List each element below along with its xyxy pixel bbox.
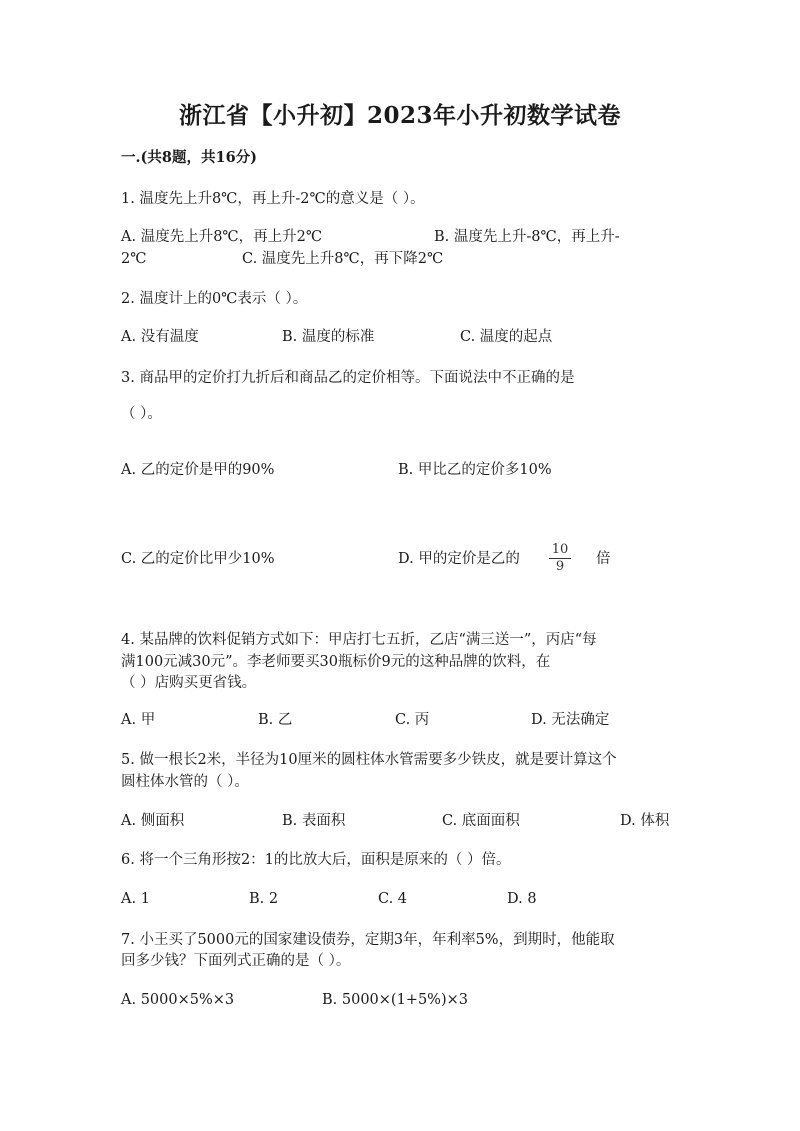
- q1-option-a: A. 温度先上升8℃，再上升2℃: [121, 229, 323, 245]
- q5-stem-line2: 圆柱体水管的（ ）。: [121, 774, 249, 790]
- q2-option-b: B. 温度的标准: [282, 329, 375, 345]
- q4-stem-line2: 满100元减30元”。李老师要买30瓶标价9元的这种品牌的饮料，在: [121, 654, 551, 670]
- q6-option-d: D. 8: [507, 891, 537, 907]
- q1-option-b: B. 温度先上升-8℃，再上升-: [434, 229, 620, 245]
- q5-option-c: C. 底面面积: [442, 813, 520, 829]
- q3-option-d-fraction: [549, 543, 571, 574]
- q6-option-b: B. 2: [249, 891, 279, 907]
- q1-stem: 1. 温度先上升8℃，再上升-2℃的意义是（ ）。: [121, 191, 425, 207]
- q4-option-b: B. 乙: [258, 712, 293, 728]
- q5-option-a: A. 侧面积: [121, 813, 185, 829]
- q7-option-a: A. 5000×5%×3: [121, 992, 235, 1008]
- q3-stem-line2: （ ）。: [121, 406, 162, 422]
- exam-title: 浙江省【小升初】2023年小升初数学试卷: [178, 102, 621, 129]
- q5-option-b: B. 表面积: [282, 813, 346, 829]
- q3-stem-line1: 3. 商品甲的定价打九折后和商品乙的定价相等。下面说法中不正确的是: [121, 370, 575, 386]
- fraction-denominator: 9: [555, 559, 565, 574]
- q4-option-a: A. 甲: [121, 712, 156, 728]
- q7-stem-line1: 7. 小王买了5000元的国家建设债券，定期3年，年利率5%，到期时，他能取: [121, 932, 615, 948]
- q1-option-b-cont: 2℃: [121, 251, 147, 267]
- q6-stem: 6. 将一个三角形按2：1的比放大后，面积是原来的（ ）倍。: [121, 852, 511, 868]
- q3-option-d: D. 甲的定价是乙的: [398, 551, 520, 567]
- q6-option-a: A. 1: [121, 891, 150, 907]
- q2-option-a: A. 没有温度: [121, 329, 199, 345]
- section-heading: 一.(共8题，共16分): [121, 149, 258, 166]
- q3-option-b: B. 甲比乙的定价多10%: [398, 462, 552, 478]
- q3-option-c: C. 乙的定价比甲少10%: [121, 551, 275, 567]
- q4-option-d: D. 无法确定: [531, 712, 610, 728]
- q3-option-a: A. 乙的定价是甲的90%: [121, 462, 275, 478]
- q5-option-d: D. 体积: [620, 813, 670, 829]
- q3-option-d-suffix: 倍: [596, 551, 611, 567]
- q2-option-c: C. 温度的起点: [460, 329, 553, 345]
- q5-stem-line1: 5. 做一根长2米，半径为10厘米的圆柱体水管需要多少铁皮，就是要计算这个: [121, 752, 617, 768]
- q1-option-c: C. 温度先上升8℃，再下降2℃: [242, 251, 444, 267]
- q7-option-b: B. 5000×(1+5%)×3: [322, 992, 468, 1008]
- fraction-numerator: 10: [551, 542, 569, 557]
- q4-stem-line1: 4. 某品牌的饮料促销方式如下：甲店打七五折，乙店“满三送一”，丙店“每: [121, 632, 597, 648]
- q4-stem-line3: （ ）店购买更省钱。: [121, 675, 257, 691]
- q7-stem-line2: 回多少钱？下面列式正确的是（ ）。: [121, 953, 351, 969]
- q4-option-c: C. 丙: [395, 712, 430, 728]
- q2-stem: 2. 温度计上的0℃表示（ ）。: [121, 291, 308, 307]
- q6-option-c: C. 4: [378, 891, 408, 907]
